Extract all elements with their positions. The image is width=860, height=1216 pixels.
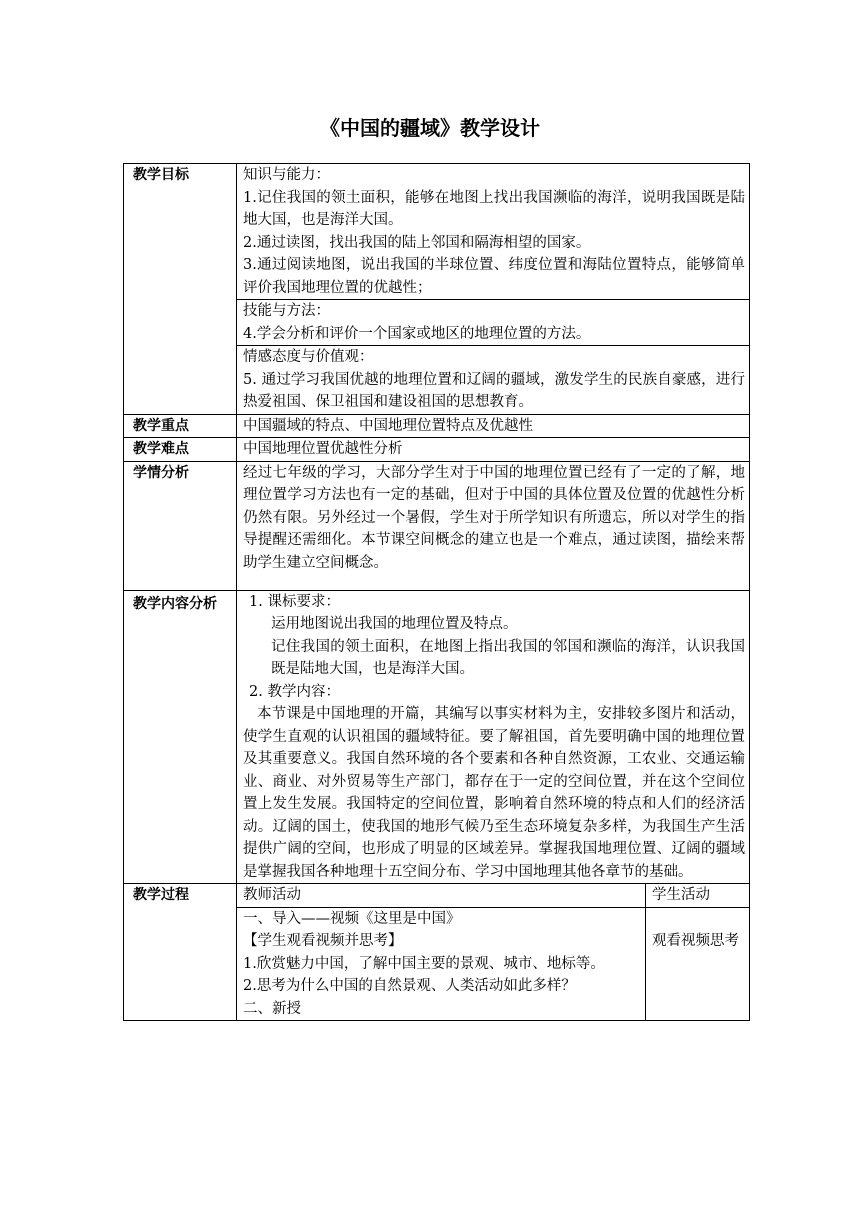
goal-item-1: 1.记住我国的领土面积，能够在地图上找出我国濒临的海洋，说明我国既是陆地大国，也是海洋大国。 [243, 189, 745, 228]
lesson-plan-table [123, 163, 750, 1021]
emotion-heading: 情感态度与价值观： [243, 349, 374, 365]
process-step-3: 1.欣赏魅力中国，了解中国主要的景观、城市、地标等。 [243, 955, 605, 972]
process-step-2: 【学生观看视频并思考】 [243, 933, 403, 949]
content-item-1a: 运用地图说出我国的地理位置及特点。 [271, 616, 518, 632]
goals-emotion-cell [237, 346, 750, 415]
skill-heading: 技能与方法： [243, 303, 330, 319]
goals-row-knowledge [124, 164, 750, 300]
content-item-2: 2. 教学内容： [249, 683, 340, 700]
difficulty-label: 教学难点 [124, 438, 237, 462]
student-activity-cell [646, 907, 750, 1021]
goal-item-3: 3.通过阅读地图，说出我国的半球位置、纬度位置和海陆位置特点，能够简单评价我国地理位置的优越性； [243, 257, 745, 296]
process-step-4: 2.思考为什么中国的自然景观、人类活动如此多样？ [243, 978, 576, 994]
content-item-1b: 记住我国的领土面积，在地图上指出我国的邻国和濒临的海洋，认识我国既是陆地大国，也是海洋大国。 [271, 638, 745, 677]
process-step-5: 二、新授 [243, 1000, 301, 1017]
goals-label: 教学目标 [124, 164, 237, 415]
learner-text: 经过七年级的学习，大部分学生对于中国的地理位置已经有了一定的了解，地理位置学习方法也有一定的基础，但对于中国的具体位置及位置的优越性分析仍然有限。另外经过一个暑假，学生对于所学知识有所遗忘，所以对学生的指导提醒还需细化。本节课空间概念的建立也是一个难点，通过读图，描绘来帮助学生建立空间概念。 [243, 464, 745, 571]
key-text: 中国疆域的特点、中国地理位置特点及优越性 [237, 414, 750, 438]
goal-item-5: 5. 通过学习我国优越的地理位置和辽阔的疆域，激发学生的民族自豪感，进行热爱祖国、保卫祖国和建设祖国的思想教育。 [243, 371, 745, 410]
learner-cell [237, 461, 750, 590]
content-cell [237, 590, 750, 884]
student-activity-header: 学生活动 [646, 884, 750, 908]
process-header-row [124, 884, 750, 908]
content-item-2-text: 本节课是中国地理的开篇，其编写以事实材料为主，安排较多图片和活动，使学生直观的认识祖国的疆域特征。要了解祖国，首先要明确中国的地理位置及其重要意义。我国自然环境的各个要素和各种自然资源，工农业、交通运输业、商业、对外贸易等生产部门，都存在于一定的空间位置，并在这个空间位置上发生发展。我国特定的空间位置，影响着自然环境的特点和人们的经济活动。辽阔的国土，使我国的地形气候乃至生态环境复杂多样，为我国生产生活提供广阔的空间，也形成了明显的区域差异。掌握我国地理位置、辽阔的疆域是掌握我国各种地理十五空间分布、学习中国地理其他各章节的基础。 [243, 706, 745, 880]
difficulty-text: 中国地理位置优越性分析 [237, 438, 750, 462]
content-row [124, 590, 750, 884]
goal-item-2: 2.通过读图，找出我国的陆上邻国和隔海相望的国家。 [243, 234, 591, 251]
goal-item-4: 4.学会分析和评价一个国家或地区的地理位置的方法。 [243, 325, 591, 342]
learner-label: 学情分析 [124, 461, 237, 590]
process-label: 教学过程 [124, 884, 237, 1021]
process-step-1: 一、导入——视频《这里是中国》 [243, 910, 461, 927]
key-label: 教学重点 [124, 414, 237, 438]
difficulty-row [124, 438, 750, 462]
goals-skill-cell [237, 300, 750, 346]
document-title: 《中国的疆域》教学设计 [320, 116, 540, 140]
knowledge-heading: 知识与能力： [243, 167, 330, 183]
teacher-activity-cell [237, 907, 646, 1021]
teacher-activity-header: 教师活动 [237, 884, 646, 908]
content-label: 教学内容分析 [124, 590, 237, 884]
key-row [124, 414, 750, 438]
learner-row [124, 461, 750, 590]
student-activity-1: 观看视频思考 [652, 932, 739, 949]
content-item-1: 1. 课标要求： [249, 593, 340, 610]
goals-knowledge-cell [237, 164, 750, 300]
